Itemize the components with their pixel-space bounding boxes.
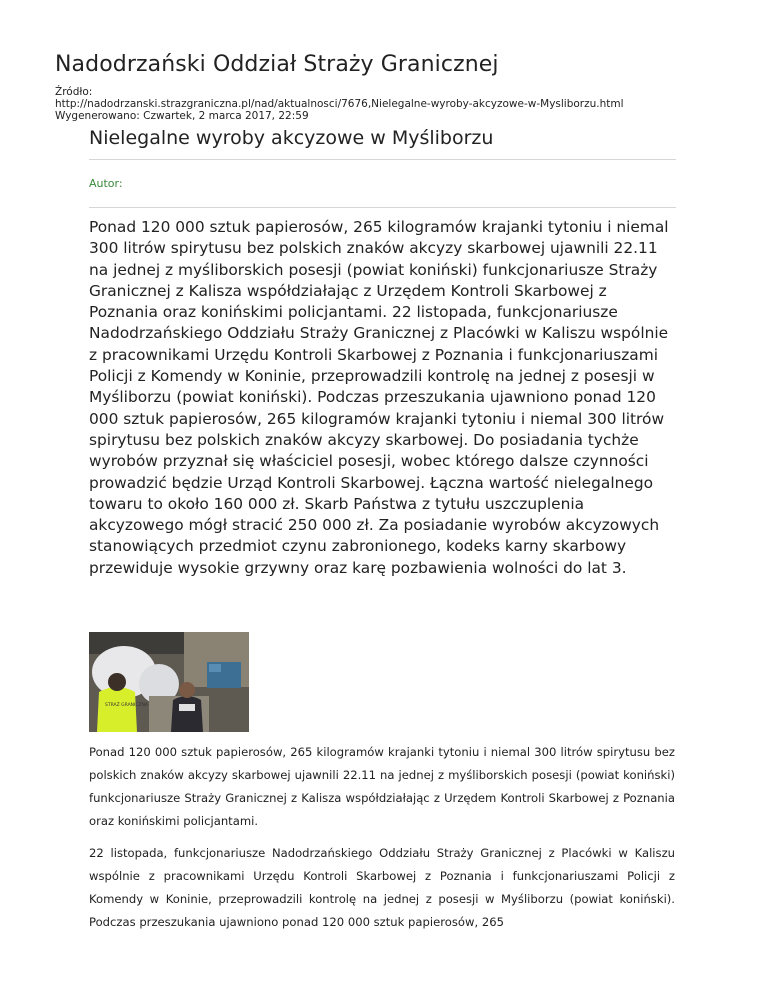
document-meta: [55, 86, 624, 122]
article-lead: Ponad 120 000 sztuk papierosów, 265 kilogramów krajanki tytoniu i niemal 300 litrów spirytusu bez polskich znaków akcyzy skarbowej ujawnili 22.11 na jednej z myśliborskich posesji (powiat koniński) funkcjonariusze Straży Granicznej z Kalisza współdziałając z Urzędem Kontroli Skarbowej z Poznania oraz konińskimi policjantami. 22 listopada, funkcjonariusze Nadodrzańskiego Oddziału Straży Granicznej z Placówki w Kaliszu wspólnie z pracownikami Urzędu Kontroli Skarbowej z Poznania i funkcjonariuszami Policji z Komendy w Koninie, przeprowadzili kontrolę na jednej z posesji w Myśliborzu (powiat koniński). Podczas przeszukania ujawniono ponad 120 000 sztuk papierosów, 265 kilogramów krajanki tytoniu i niemal 300 litrów spirytusu bez polskich znaków akcyzy skarbowej. Do posiadania tychże wyrobów przyznał się właściciel posesji, wobec którego dalsze czynności prowadzić będzie Urząd Kontroli Skarbowej. Łączna wartość nielegalnego towaru to około 160 000 zł. Skarb Państwa z tytułu uszczuplenia akcyzowego mógł stracić 250 000 zł. Za posiadanie wyrobów akcyzowych stanowiących przedmiot czynu zabronionego, kodeks karny skarbowy przewiduje wysokie grzywny oraz karę pozbawienia wolności do lat 3.: [89, 218, 669, 577]
photo-illustration: [89, 632, 249, 732]
author-label: Autor:: [89, 177, 123, 190]
article-title: Nielegalne wyroby akcyzowe w Myśliborzu: [89, 127, 494, 149]
source-label: Źródło:: [55, 86, 93, 98]
article-paragraph-1: Ponad 120 000 sztuk papierosów, 265 kilogramów krajanki tytoniu i niemal 300 litrów spirytusu bez polskich znaków akcyzy skarbowej ujawnili 22.11 na jednej z myśliborskich posesji (powiat koniński) funkcjonariusze Straży Granicznej z Kalisza współdziałając z Urzędem Kontroli Skarbowej z Poznania oraz konińskimi policjantami.: [89, 745, 675, 828]
divider-top: [89, 159, 676, 160]
source-url[interactable]: http://nadodrzanski.strazgraniczna.pl/nad/aktualnosci/7676,Nielegalne-wyroby-akcyzowe-w-Mysliborzu.html: [55, 98, 624, 110]
divider-bottom: [89, 207, 676, 208]
article-photo: [89, 632, 249, 732]
site-title: Nadodrzański Oddział Straży Granicznej: [55, 52, 499, 77]
vest-lettering: STRAŻ GRANICZNA: [105, 703, 149, 708]
generated-timestamp: Wygenerowano: Czwartek, 2 marca 2017, 22:59: [55, 110, 309, 122]
article-paragraph-2: 22 listopada, funkcjonariusze Nadodrzańskiego Oddziału Straży Granicznej z Placówki w Kaliszu wspólnie z pracownikami Urzędu Kontroli Skarbowej z Poznania i funkcjonariuszami Policji z Komendy w Koninie, przeprowadzili kontrolę na jednej z posesji w Myśliborzu (powiat koniński). Podczas przeszukania ujawniono ponad 120 000 sztuk papierosów, 265: [89, 846, 675, 929]
